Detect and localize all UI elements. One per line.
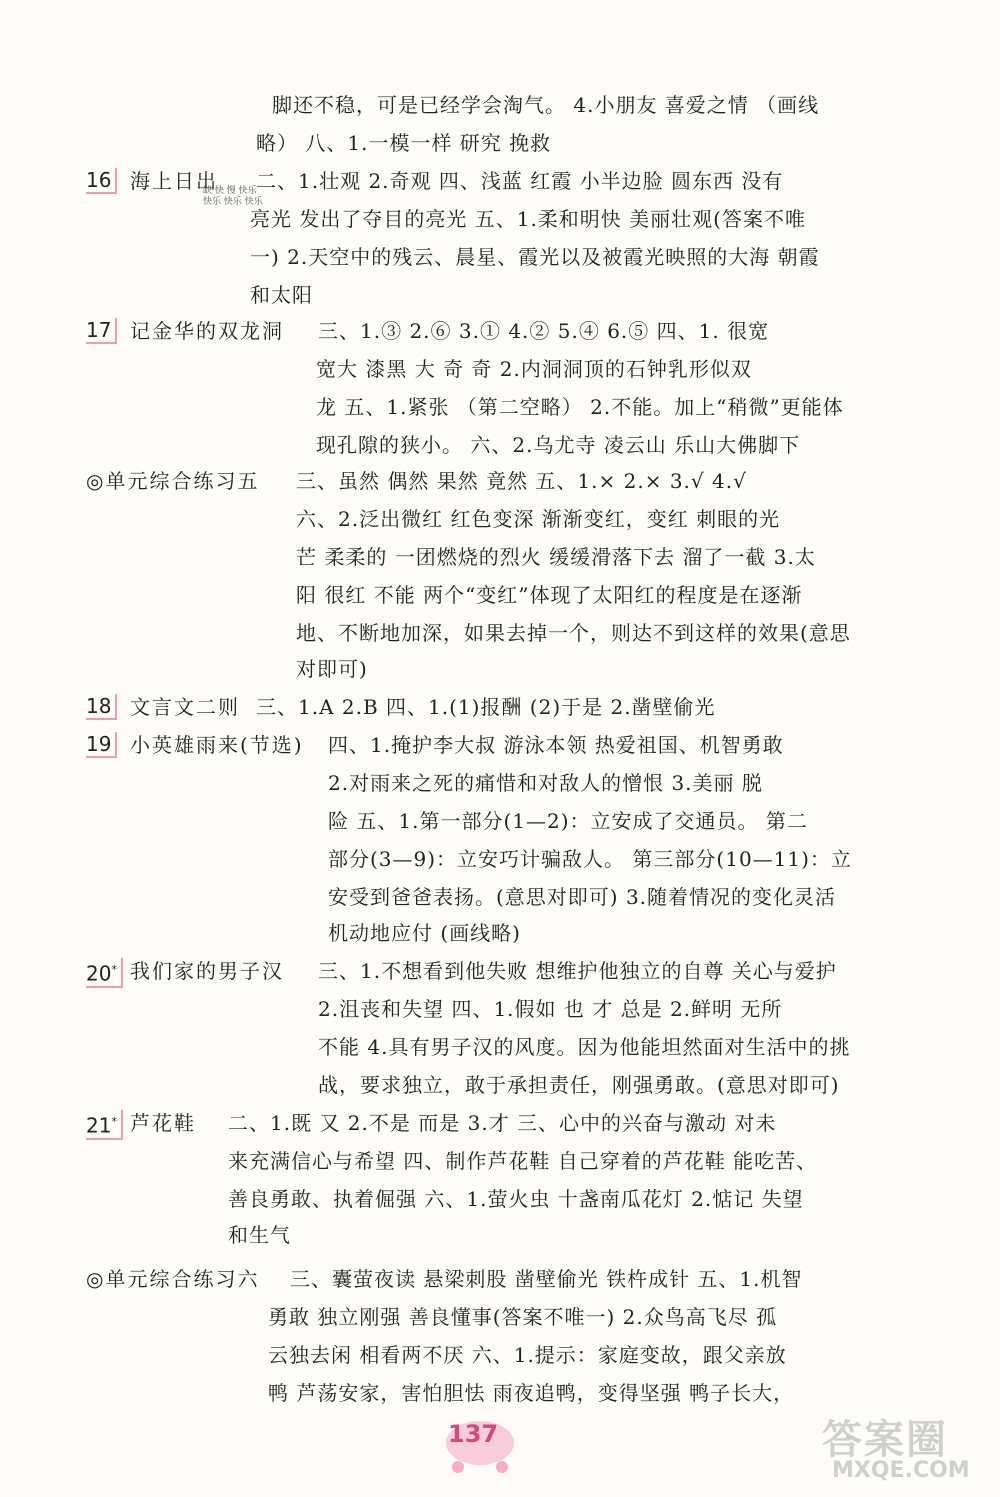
answer-line: 云独去闲 相看两不厌 六、1.提示：家庭变故，跟父亲放 bbox=[268, 1343, 787, 1367]
answer-line: 不能 4.具有男子汉的风度。因为他能坦然面对生活中的挑 bbox=[318, 1035, 851, 1059]
lesson-title-18: 文言文二则 bbox=[130, 695, 240, 719]
answer-line: 对即可) bbox=[296, 657, 368, 681]
answer-line: 三、1.③ 2.⑥ 3.① 4.② 5.④ 6.⑤ 四、1. 很宽 bbox=[318, 319, 770, 343]
answer-line: 地、不断地加深，如果去掉一个，则达不到这样的效果(意思 bbox=[296, 621, 851, 645]
answer-line: 来充满信心与希望 四、制作芦花鞋 自己穿着的芦花鞋 能吃苦、 bbox=[228, 1149, 818, 1173]
answer-line: 战，要求独立，敢于承担责任，刚强勇敢。(意思对即可) bbox=[318, 1073, 840, 1097]
answer-line: 和太阳 bbox=[250, 283, 313, 307]
answer-line: 一) 2.天空中的残云、晨星、霞光以及被霞光映照的大海 朝霞 bbox=[250, 245, 820, 269]
lesson-number-17: 17 bbox=[86, 318, 117, 344]
lesson-title-17: 记金华的双龙洞 bbox=[130, 319, 284, 343]
answer-line: 2.沮丧和失望 四、1.假如 也 才 总是 2.鲜明 无所 bbox=[318, 997, 783, 1021]
lesson-number-18: 18 bbox=[86, 694, 117, 720]
answer-line: 2.对雨来之死的痛惜和对敌人的憎恨 3.美丽 脱 bbox=[328, 771, 763, 795]
answer-line: 三、1.A 2.B 四、1.(1)报酬 (2)于是 2.凿壁偷光 bbox=[256, 695, 716, 719]
answer-line: 亮光 发出了夺目的亮光 五、1.柔和明快 美丽壮观(答案不唯 bbox=[250, 207, 806, 231]
lesson-number-16: 16 bbox=[86, 168, 117, 194]
answer-line: 芒 柔柔的 一团燃烧的烈火 缓缓滑落下去 溜了一截 3.太 bbox=[296, 545, 816, 569]
answer-line: 部分(3—9)：立安巧计骗敌人。 第三部分(10—11)：立 bbox=[328, 847, 852, 871]
answer-line: 和生气 bbox=[228, 1223, 291, 1247]
answer-line: 脚还不稳，可是已经学会淘气。 4.小朋友 喜爱之情 （画线 bbox=[272, 93, 820, 117]
unit-title-5: ◎单元综合练习五 bbox=[86, 469, 260, 493]
answer-line: 安受到爸爸表扬。(意思对即可) 3.随着情况的变化灵活 bbox=[328, 885, 837, 909]
answer-line: 机动地应付 (画线略) bbox=[328, 921, 521, 945]
answer-line: 略） 八、1.一模一样 研究 挽救 bbox=[256, 131, 552, 155]
answer-line: 现孔隙的狭小。 六、2.乌尤寺 凌云山 乐山大佛脚下 bbox=[316, 433, 801, 457]
lesson-title-20: 我们家的男子汉 bbox=[130, 959, 284, 983]
watermark-logo: 答案圈 bbox=[822, 1417, 948, 1463]
lesson-title-19: 小英雄雨来(节选) bbox=[130, 733, 304, 757]
answer-line: 宽大 漆黑 大 奇 奇 2.内洞洞顶的石钟乳形似双 bbox=[316, 357, 752, 381]
answer-line: 三、虽然 偶然 果然 竟然 五、1.× 2.× 3.√ 4.√ bbox=[296, 469, 747, 493]
unit-title-6: ◎单元综合练习六 bbox=[86, 1267, 260, 1291]
answer-line: 二、1.壮观 2.奇观 四、浅蓝 红霞 小半边脸 圆东西 没有 bbox=[256, 169, 784, 193]
answer-line: 二、1.既 又 2.不是 而是 3.才 三、心中的兴奋与激动 对未 bbox=[228, 1111, 777, 1135]
handwritten-note bbox=[203, 186, 263, 208]
watermark bbox=[812, 1408, 982, 1490]
answer-line: 善良勇敢、执着倔强 六、1.萤火虫 十盏南瓜花灯 2.惦记 失望 bbox=[228, 1187, 804, 1211]
answer-line: 险 五、1.第一部分(1—2)：立安成了交通员。 第二 bbox=[328, 809, 808, 833]
page-number: 137 bbox=[448, 1420, 499, 1448]
handwritten-note-line-2: 快乐 快乐 快乐 bbox=[203, 197, 263, 207]
answer-line: 勇敢 独立刚强 善良懂事(答案不唯一) 2.众鸟高飞尽 孤 bbox=[268, 1305, 778, 1329]
answer-line: 六、2.泛出微红 红色变深 渐渐变红，变红 刺眼的光 bbox=[296, 507, 781, 531]
lesson-title-16: 海上日出 bbox=[130, 169, 218, 193]
lesson-title-21: 芦花鞋 bbox=[130, 1111, 196, 1135]
answer-line: 三、囊萤夜读 悬梁刺股 凿壁偷光 铁杵成针 五、1.机智 bbox=[290, 1267, 803, 1291]
lesson-number-20: 20* bbox=[86, 958, 123, 988]
answer-line: 阳 很红 不能 两个“变红”体现了太阳红的程度是在逐渐 bbox=[296, 583, 803, 607]
lesson-number-21: 21* bbox=[86, 1110, 123, 1140]
handwritten-note-line-1: 缺 快 慢 快乐 bbox=[203, 186, 257, 196]
answer-line: 四、1.掩护李大叔 游泳本领 热爱祖国、机智勇敢 bbox=[328, 733, 784, 757]
lesson-number-19: 19 bbox=[86, 732, 117, 758]
watermark-url: MXQE.COM bbox=[832, 1458, 970, 1483]
answer-line: 鸭 芦荡安家，害怕胆怯 雨夜追鸭，变得坚强 鸭子长大， bbox=[268, 1381, 795, 1405]
answer-line: 三、1.不想看到他失败 想维护他独立的自尊 关心与爱护 bbox=[318, 959, 837, 983]
answer-line: 龙 五、1.紧张 （第二空略） 2.不能。加上“稍微”更能体 bbox=[316, 395, 844, 419]
